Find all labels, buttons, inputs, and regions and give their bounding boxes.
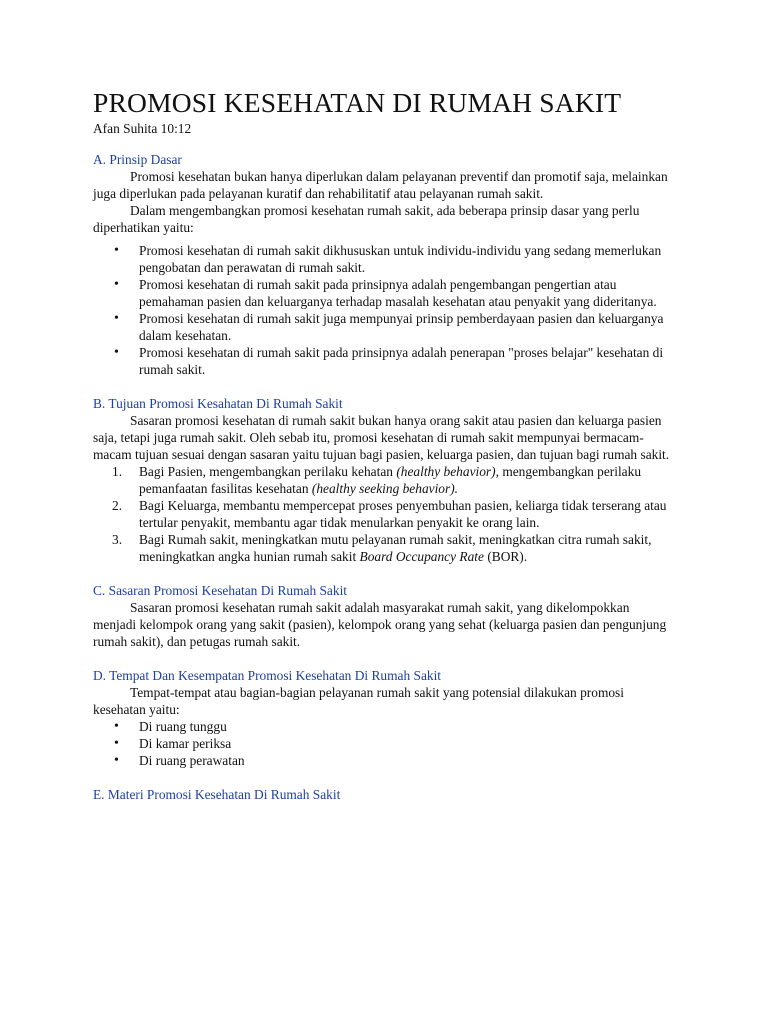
section-c-paragraph-1: Sasaran promosi kesehatan rumah sakit adalah masyarakat rumah sakit, yang dikelompokkan menjadi kelompok orang yang sakit (pasien), kelompok orang yang sehat (keluarga pasien dan pengunjung rumah sakit), dan petugas rumah sakit. (93, 600, 667, 649)
item-number: 2. (112, 498, 123, 513)
spacer (93, 565, 673, 582)
item-italic-term: Board Occupancy Rate (359, 549, 484, 564)
spacer (93, 769, 673, 786)
list-item: • Di ruang tunggu (93, 718, 673, 735)
section-a-paragraph-2: Dalam mengembangkan promosi kesehatan rumah sakit, ada beberapa prinsip dasar yang perlu diperhatikan yaitu: (93, 203, 640, 235)
numbered-item (93, 531, 673, 565)
item-italic-term: (healthy behavior), (396, 464, 499, 479)
item-number: 3. (112, 532, 123, 547)
section-a-paragraph-1: Promosi kesehatan bukan hanya diperlukan dalam pelayanan preventif dan promotif saja, melainkan juga diperlukan pada pelayanan kuratif dan rehabilitatif atau pelayanan rumah sakit. (93, 169, 668, 201)
section-c-heading: C. Sasaran Promosi Kesehatan Di Rumah Sakit (93, 583, 348, 598)
item-italic-term: (healthy seeking behavior). (311, 481, 459, 496)
section-b-heading: B. Tujuan Promosi Kesahatan Di Rumah Sakit (93, 396, 343, 411)
item-text: Bagi Keluarga, membantu mempercepat proses penyembuhan pasien, keliarga tidak terserang atau tertular penyakit, membantu agar tidak menularkan penyakit ke orang lain. (139, 498, 667, 530)
section-a-bullet-list (93, 242, 673, 378)
spacer (93, 378, 673, 395)
list-item: • Di ruang perawatan (93, 752, 673, 769)
item-text: (BOR). (483, 549, 528, 564)
spacer (93, 650, 673, 667)
author-timestamp: Afan Suhita 10:12 (93, 121, 192, 136)
document-content (93, 86, 673, 803)
section-b-paragraph-1: Sasaran promosi kesehatan di rumah sakit bukan hanya orang sakit atau pasien dan keluarga pasien saja, tetapi juga rumah sakit. Oleh sebab itu, promosi kesehatan di rumah sakit mempunyai bermacam-macam tujuan sesuai dengan sasaran yaitu tujuan bagi pasien, keluarga pasien, dan tujuan bagi rumah sakit. (93, 413, 670, 462)
numbered-item (93, 497, 673, 531)
document-title: PROMOSI KESEHATAN DI RUMAH SAKIT (93, 87, 622, 118)
list-item: • Di kamar periksa (93, 735, 673, 752)
list-item: • Promosi kesehatan di rumah sakit pada prinsipnya adalah pengembangan pengertian atau pemahaman pasien dan keluarganya terhadap masalah kesehatan atau penyakit yang dideritanya. (93, 276, 673, 310)
list-item: • Promosi kesehatan di rumah sakit juga mempunyai prinsip pemberdayaan pasien dan keluarganya dalam kesehatan. (93, 310, 673, 344)
item-text: Bagi Rumah sakit, meningkatkan mutu pelayanan rumah sakit, meningkatkan citra rumah sakit, meningkatkan angka hunian rumah sakit (139, 532, 652, 564)
section-a-heading: A. Prinsip Dasar (93, 152, 182, 167)
section-e-heading: E. Materi Promosi Kesehatan Di Rumah Sakit (93, 787, 341, 802)
numbered-item (93, 463, 673, 497)
section-b-numbered-list (93, 463, 673, 565)
list-item: • Promosi kesehatan di rumah sakit pada prinsipnya adalah penerapan "proses belajar" kesehatan di rumah sakit. (93, 344, 673, 378)
item-text: mengembangkan perilaku pemanfaatan fasilitas kesehatan (139, 464, 642, 496)
section-d-heading: D. Tempat Dan Kesempatan Promosi Kesehatan Di Rumah Sakit (93, 668, 442, 683)
list-item: • Promosi kesehatan di rumah sakit dikhususkan untuk individu-individu yang sedang memerlukan pengobatan dan perawatan di rumah sakit. (93, 242, 673, 276)
item-text: Bagi Pasien, mengembangkan perilaku kehatan (139, 464, 397, 479)
section-d-bullet-list (93, 718, 673, 769)
item-number: 1. (112, 464, 123, 479)
section-d-paragraph-1: Tempat-tempat atau bagian-bagian pelayanan rumah sakit yang potensial dilakukan promosi kesehatan yaitu: (93, 685, 624, 717)
